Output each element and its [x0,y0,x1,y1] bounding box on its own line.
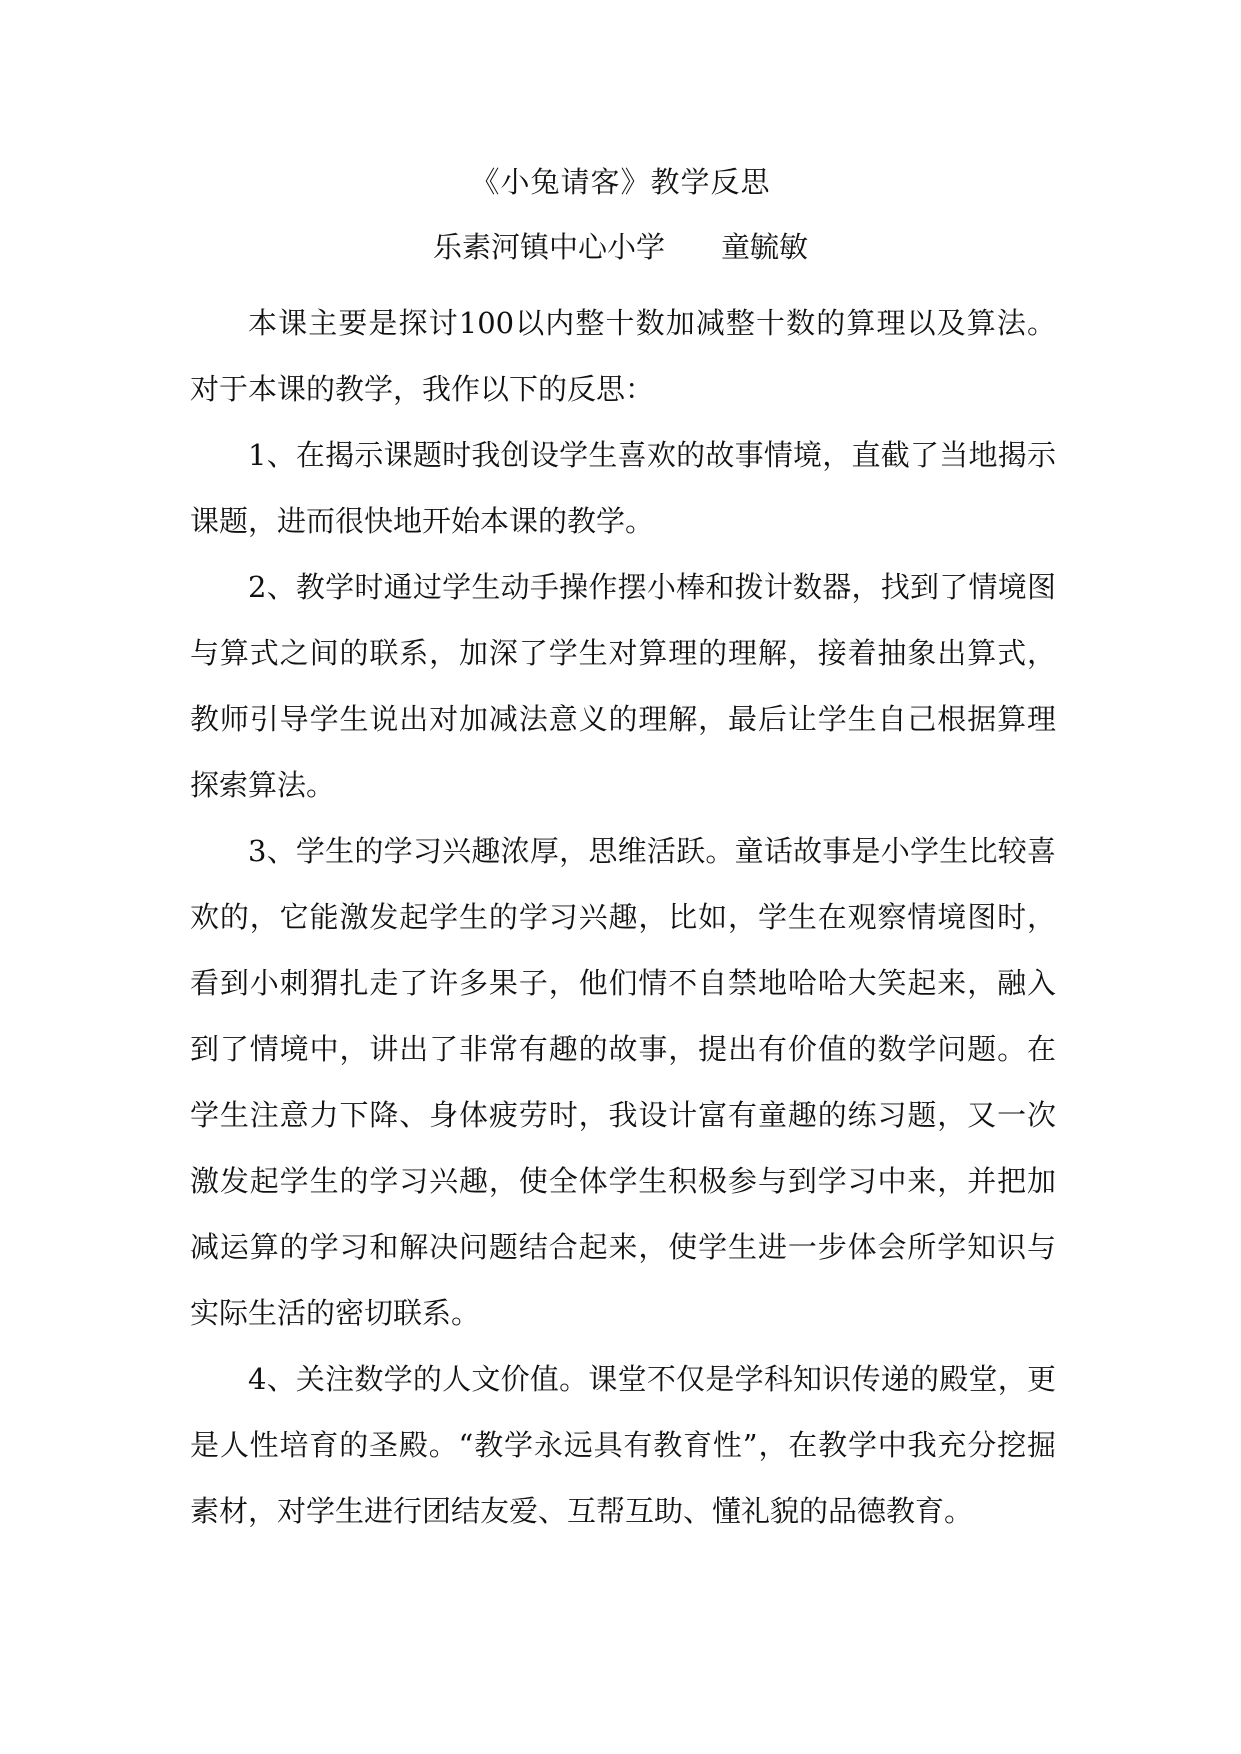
document-byline [0,227,1241,267]
reflection-point-1: 1、在揭示课题时我创设学生喜欢的故事情境，直截了当地揭示课题，进而很快地开始本课的教学。 [190,438,1056,538]
reflection-point-3: 3、学生的学习兴趣浓厚，思维活跃。童话故事是小学生比较喜欢的，它能激发起学生的学习兴趣，比如，学生在观察情境图时，看到小刺猬扎走了许多果子，他们情不自禁地哈哈大笑起来，融入到了情境中，讲出了非常有趣的故事，提出有价值的数学问题。在学生注意力下降、身体疲劳时，我设计富有童趣的练习题，又一次激发起学生的学习兴趣，使全体学生积极参与到学习中来，并把加减运算的学习和解决问题结合起来，使学生进一步体会所学知识与实际生活的密切联系。 [190,834,1056,1330]
document-body [190,290,1056,1544]
author-school: 乐素河镇中心小学 [432,230,665,264]
reflection-point-2: 2、教学时通过学生动手操作摆小棒和拨计数器，找到了情境图与算式之间的联系，加深了学生对算理的理解，接着抽象出算式，教师引导学生说出对加减法意义的理解，最后让学生自己根据算理探索算法。 [190,570,1056,802]
author-name: 童毓敏 [721,230,809,264]
document-title: 《小兔请客》教学反思 [470,165,771,199]
intro-paragraph: 本课主要是探讨100以内整十数加减整十数的算理以及算法。对于本课的教学，我作以下的反思： [190,306,1056,406]
reflection-point-4: 4、关注数学的人文价值。课堂不仅是学科知识传递的殿堂，更是人性培育的圣殿。“教学永远具有教育性”，在教学中我充分挖掘素材，对学生进行团结友爱、互帮互助、懂礼貌的品德教育。 [190,1362,1056,1528]
